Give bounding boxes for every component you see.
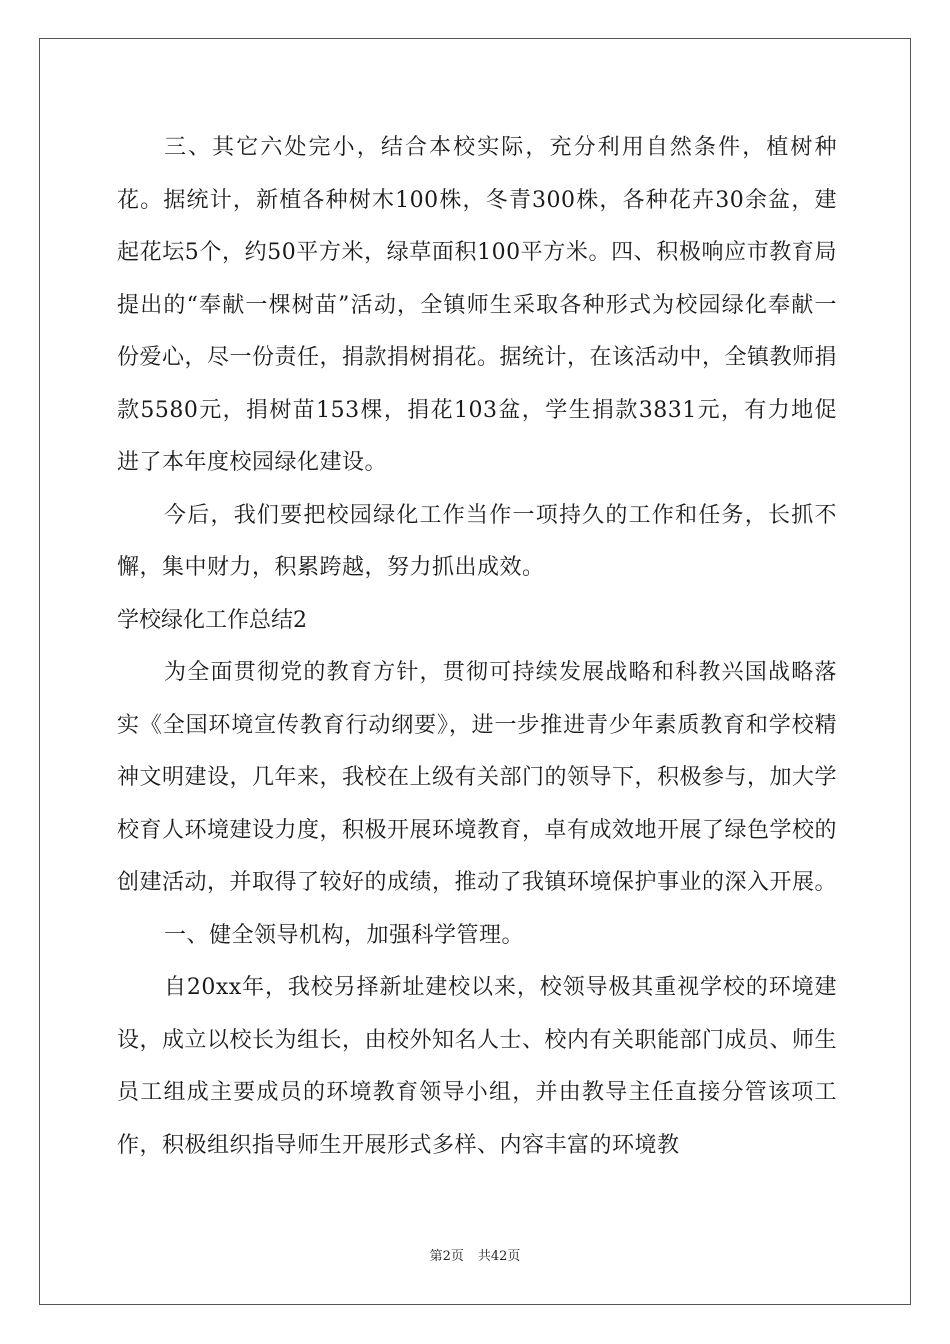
section-heading: 学校绿化工作总结2 (117, 607, 307, 633)
page-footer (0, 1245, 950, 1264)
document-body (117, 122, 837, 1172)
paragraph: 为全面贯彻党的教育方针，贯彻可持续发展战略和科教兴国战略落实《全国环境宣传教育行动纲要》，进一步推进青少年素质教育和学校精神文明建设，几年来，我校在上级有关部门的领导下，积极参与，加大学校育人环境建设力度，积极开展环境教育，卓有成效地开展了绿色学校的创建活动，并取得了较好的成绩，推动了我镇环境保护事业的深入开展。 (117, 660, 838, 895)
paragraph: 三、其它六处完小，结合本校实际，充分利用自然条件，植树种花。据统计，新植各种树木100株，冬青300株，各种花卉30余盆，建起花坛5个，约50平方米，绿草面积100平方米。四、积极响应市教育局提出的“奉献一棵树苗”活动，全镇师生采取各种形式为校园绿化奉献一份爱心，尽一份责任，捐款捐树捐花。据统计，在该活动中，全镇教师捐款5580元，捐树苗153棵，捐花103盆，学生捐款3831元，有力地促进了本年度校园绿化建设。 (117, 135, 838, 475)
paragraph: 一、健全领导机构，加强科学管理。 (164, 922, 525, 948)
paragraph: 今后，我们要把校园绿化工作当作一项持久的工作和任务，长抓不懈，集中财力，积累跨越，努力抓出成效。 (117, 502, 837, 580)
paragraph: 自20xx年，我校另择新址建校以来，校领导极其重视学校的环境建设，成立以校长为组长，由校外知名人士、校内有关职能部门成员、师生员工组成主要成员的环境教育领导小组，并由教导主任直接分管该项工作，积极组织指导师生开展形式多样、内容丰富的环境教 (117, 975, 838, 1158)
page-number: 第2页 (429, 1249, 464, 1264)
page-total: 共42页 (477, 1249, 521, 1264)
